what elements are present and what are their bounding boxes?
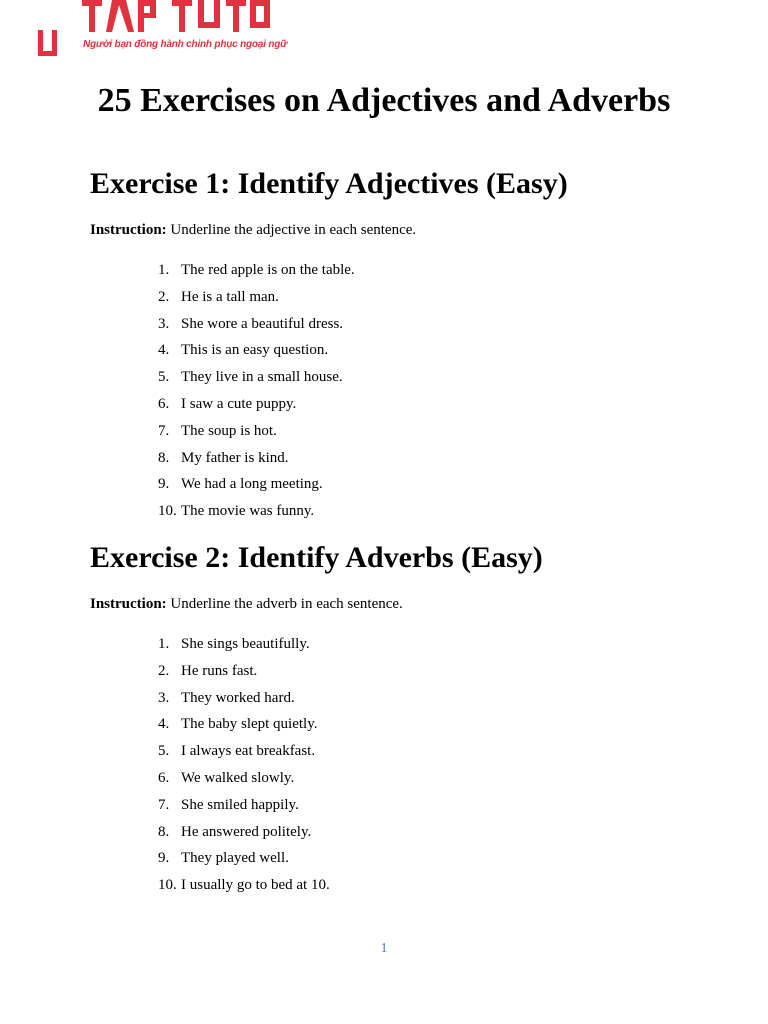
- item-number: 4.: [158, 342, 170, 359]
- item-number: 6.: [158, 395, 170, 412]
- item-text: The baby slept quietly.: [181, 716, 318, 733]
- item-number: 8.: [158, 449, 170, 466]
- exercise-1-list: [158, 257, 355, 525]
- list-item: [158, 391, 355, 418]
- list-item: [158, 311, 355, 338]
- item-text: This is an easy question.: [181, 342, 329, 359]
- list-item: [158, 364, 355, 391]
- item-text: She wore a beautiful dress.: [181, 315, 344, 332]
- item-number: 6.: [158, 769, 170, 786]
- item-number: 2.: [158, 288, 170, 305]
- exercise-2-heading: Exercise 2: Identify Adverbs (Easy): [90, 541, 543, 574]
- item-text: The soup is hot.: [181, 422, 277, 439]
- item-number: 10.: [158, 877, 177, 894]
- item-text: I usually go to bed at 10.: [181, 877, 330, 894]
- list-item: [158, 711, 330, 738]
- item-text: They live in a small house.: [181, 369, 343, 386]
- list-item: [158, 845, 330, 872]
- brand-wordmark: [82, 0, 272, 38]
- item-text: The movie was funny.: [181, 503, 315, 520]
- item-text: We had a long meeting.: [181, 476, 323, 493]
- item-text: The red apple is on the table.: [181, 262, 355, 278]
- brand-logo: [38, 0, 288, 58]
- exercise-2-instruction: [90, 594, 403, 614]
- item-number: 3.: [158, 315, 170, 332]
- item-text: My father is kind.: [181, 449, 289, 466]
- instruction-text: Underline the adverb in each sentence.: [166, 596, 403, 612]
- instruction-label: Instruction:: [90, 596, 167, 612]
- exercise-2-list: [158, 631, 330, 899]
- list-item: [158, 257, 355, 284]
- item-text: He answered politely.: [181, 823, 312, 840]
- item-text: He is a tall man.: [181, 288, 279, 305]
- list-item: [158, 284, 355, 311]
- list-item: [158, 418, 355, 445]
- item-number: 4.: [158, 716, 170, 733]
- list-item: [158, 765, 330, 792]
- list-item: [158, 498, 355, 525]
- item-number: 3.: [158, 689, 170, 706]
- item-text: I always eat breakfast.: [181, 743, 316, 760]
- brand-tagline: Người bạn đồng hành chinh phục ngoại ngữ: [83, 39, 288, 50]
- item-text: She smiled happily.: [181, 796, 299, 813]
- item-text: They played well.: [181, 850, 289, 867]
- item-number: 5.: [158, 743, 170, 760]
- list-item: [158, 631, 330, 658]
- list-item: [158, 337, 355, 364]
- item-number: 1.: [158, 636, 170, 652]
- list-item: [158, 658, 330, 685]
- item-text: We walked slowly.: [181, 769, 295, 786]
- item-text: She sings beautifully.: [181, 636, 310, 652]
- instruction-text: Underline the adjective in each sentence.: [166, 222, 417, 238]
- list-item: [158, 685, 330, 712]
- item-number: 5.: [158, 369, 170, 386]
- exercise-1-heading: Exercise 1: Identify Adjectives (Easy): [90, 167, 568, 200]
- logo-mark-icon: [38, 30, 58, 56]
- document-title: 25 Exercises on Adjectives and Adverbs: [97, 82, 671, 119]
- list-item: [158, 792, 330, 819]
- exercise-1-instruction: [90, 220, 416, 240]
- item-text: I saw a cute puppy.: [181, 395, 297, 412]
- list-item: [158, 819, 330, 846]
- item-number: 7.: [158, 796, 170, 813]
- item-number: 9.: [158, 850, 170, 867]
- brand-wordmark-graphic: [82, 0, 272, 38]
- list-item: [158, 445, 355, 472]
- instruction-label: Instruction:: [90, 222, 167, 238]
- item-number: 2.: [158, 662, 170, 679]
- item-number: 7.: [158, 422, 170, 439]
- item-number: 10.: [158, 503, 177, 520]
- list-item: [158, 872, 330, 899]
- item-number: 8.: [158, 823, 170, 840]
- item-text: He runs fast.: [181, 662, 258, 679]
- item-text: They worked hard.: [181, 689, 295, 706]
- item-number: 9.: [158, 476, 170, 493]
- item-number: 1.: [158, 262, 170, 278]
- list-item: [158, 471, 355, 498]
- list-item: [158, 738, 330, 765]
- page-number: 1: [380, 941, 388, 956]
